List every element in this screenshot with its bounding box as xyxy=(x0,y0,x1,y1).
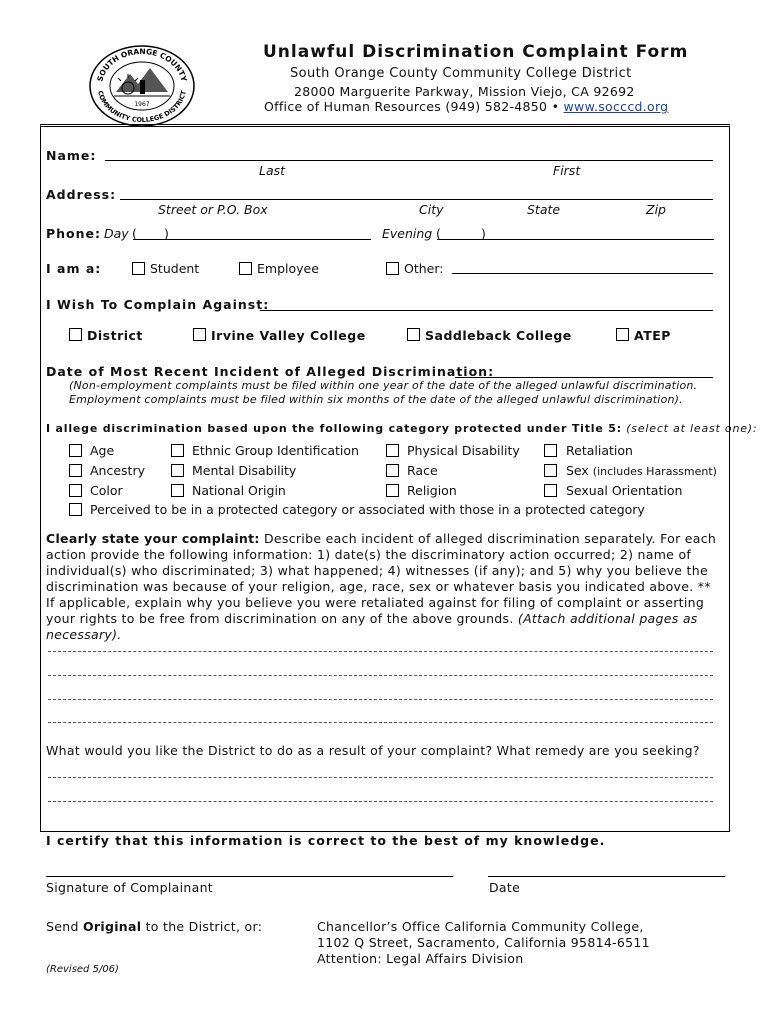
ethnic-checkbox[interactable] xyxy=(171,444,184,457)
day-phone-caption: Day xyxy=(104,226,129,241)
address-label: Address: xyxy=(46,187,117,202)
signature-label: Signature of Complainant xyxy=(46,880,213,895)
ancestry-checkbox[interactable] xyxy=(69,464,82,477)
complaint-instructions xyxy=(46,531,718,643)
physical-checkbox[interactable] xyxy=(386,444,399,457)
race-label: Race xyxy=(407,463,438,478)
filing-note-line2: Employment complaints must be filed within six months of the date of the alleged unlawful discrimination). xyxy=(69,393,683,406)
employee-checkbox[interactable] xyxy=(239,262,252,275)
sex-label-text: Sex xyxy=(566,463,589,478)
student-checkbox[interactable] xyxy=(132,262,145,275)
district-address: 28000 Marguerite Parkway, Mission Viejo, CA 92692 xyxy=(294,84,635,99)
sex-label xyxy=(566,463,717,478)
state-caption: State xyxy=(527,202,561,217)
evening-phone-field[interactable] xyxy=(437,239,714,240)
day-area-close: ) xyxy=(164,226,169,241)
send-suffix: to the District, or: xyxy=(141,919,263,934)
chancellor-address-line1: Chancellor’s Office California Community College, xyxy=(317,919,644,934)
district-seal-logo xyxy=(88,44,196,128)
other-label: Other: xyxy=(404,261,444,276)
remedy-line-1[interactable] xyxy=(48,777,713,778)
sex-label-note: (includes Harassment) xyxy=(592,465,717,478)
district-name: South Orange County Community College District xyxy=(290,66,632,81)
date-field[interactable] xyxy=(488,876,725,877)
ivc-option-label: Irvine Valley College xyxy=(211,328,366,343)
website-link[interactable]: www.socccd.org xyxy=(563,99,669,114)
complaint-line-2[interactable] xyxy=(48,675,713,676)
revision-date: (Revised 5/06) xyxy=(46,964,119,975)
date-label: Date xyxy=(489,880,521,895)
retaliation-checkbox[interactable] xyxy=(544,444,557,457)
sexual-orientation-label: Sexual Orientation xyxy=(566,483,683,498)
employee-label: Employee xyxy=(257,261,319,276)
color-label: Color xyxy=(90,483,123,498)
complaint-line-3[interactable] xyxy=(48,699,713,700)
saddleback-option-label: Saddleback College xyxy=(425,328,572,343)
certify-statement: I certify that this information is correct to the best of my knowledge. xyxy=(46,833,606,848)
filing-note-line1: (Non-employment complaints must be filed within one year of the date of the alleged unlawful discrimination. xyxy=(69,379,698,392)
name-label: Name: xyxy=(46,148,97,163)
complain-against-label: I Wish To Complain Against: xyxy=(46,297,270,312)
send-original: Original xyxy=(82,919,142,934)
remedy-line-2[interactable] xyxy=(48,801,713,802)
atep-checkbox[interactable] xyxy=(616,328,629,341)
svg-text:1967: 1967 xyxy=(134,101,150,108)
svg-text:COMMUNITY COLLEGE DISTRICT: COMMUNITY COLLEGE DISTRICT xyxy=(96,89,188,125)
iam-label: I am a: xyxy=(46,261,102,276)
religion-label: Religion xyxy=(407,483,457,498)
complaint-text: Describe each incident of alleged discrimination separately. For each action provide the following information: 1) date(s) the discriminatory action occurred; 2) name of individual(s) who discriminated; 3) what happened; 4) witnesses (if any); and 5) why you believe the discrimination was because of your religion, age, race, sex or whatever basis you indicated above. ** If applicable, explain why you believe you were retaliated against for filing of complaint or asserting your rights to be free from discrimination on any of the above grounds. xyxy=(46,531,717,626)
category-intro-note: (select at least one): xyxy=(626,422,758,435)
student-label: Student xyxy=(150,261,200,276)
perceived-checkbox[interactable] xyxy=(69,503,82,516)
age-label: Age xyxy=(90,443,115,458)
age-checkbox[interactable] xyxy=(69,444,82,457)
remedy-question: What would you like the District to do as a result of your complaint? What remedy are you seeking? xyxy=(46,743,700,758)
mental-label: Mental Disability xyxy=(192,463,297,478)
send-prefix: Send xyxy=(46,919,83,934)
office-phone: Office of Human Resources (949) 582-4850 • xyxy=(264,99,560,114)
signature-field[interactable] xyxy=(46,876,453,877)
incident-date-label: Date of Most Recent Incident of Alleged Discrimination: xyxy=(46,364,495,379)
complaint-heading: Clearly state your complaint: xyxy=(46,531,260,546)
last-name-caption: Last xyxy=(259,163,286,178)
race-checkbox[interactable] xyxy=(386,464,399,477)
mental-checkbox[interactable] xyxy=(171,464,184,477)
chancellor-address-line3: Attention: Legal Affairs Division xyxy=(317,951,524,966)
perceived-label: Perceived to be in a protected category or associated with those in a protected category xyxy=(90,502,645,517)
evening-phone-caption: Evening xyxy=(382,226,433,241)
form-title: Unlawful Discrimination Complaint Form xyxy=(263,42,689,62)
first-name-caption: First xyxy=(553,163,581,178)
svg-text:SOUTH ORANGE COUNTY: SOUTH ORANGE COUNTY xyxy=(95,46,189,83)
street-caption: Street or P.O. Box xyxy=(158,202,268,217)
complaint-attach-note: (Attach additional pages as necessary). xyxy=(46,611,698,642)
other-checkbox[interactable] xyxy=(386,262,399,275)
saddleback-checkbox[interactable] xyxy=(407,328,420,341)
send-original-instruction xyxy=(46,919,262,934)
sexual-orientation-checkbox[interactable] xyxy=(544,484,557,497)
complaint-line-4[interactable] xyxy=(48,722,713,723)
category-intro xyxy=(46,422,757,435)
address-field[interactable] xyxy=(120,199,713,200)
zip-caption: Zip xyxy=(646,202,666,217)
district-checkbox[interactable] xyxy=(69,328,82,341)
atep-option-label: ATEP xyxy=(634,328,671,343)
category-intro-text: I allege discrimination based upon the following category protected under Title 5: xyxy=(46,422,622,435)
other-field[interactable] xyxy=(452,273,713,274)
ivc-checkbox[interactable] xyxy=(193,328,206,341)
national-label: National Origin xyxy=(192,483,286,498)
phone-label: Phone: xyxy=(46,226,102,241)
color-checkbox[interactable] xyxy=(69,484,82,497)
chancellor-address-line2: 1102 Q Street, Sacramento, California 95814-6511 xyxy=(317,935,650,950)
evening-area-close: ) xyxy=(481,226,486,241)
ethnic-label: Ethnic Group Identification xyxy=(192,443,359,458)
district-option-label: District xyxy=(87,328,143,343)
retaliation-label: Retaliation xyxy=(566,443,633,458)
day-phone-field[interactable] xyxy=(133,239,371,240)
national-checkbox[interactable] xyxy=(171,484,184,497)
incident-date-field[interactable] xyxy=(455,377,713,378)
complain-against-field[interactable] xyxy=(260,310,713,311)
day-area-open: ( xyxy=(132,226,137,241)
city-caption: City xyxy=(419,202,444,217)
office-contact xyxy=(264,99,668,114)
evening-area-open: ( xyxy=(436,226,441,241)
name-field[interactable] xyxy=(105,160,713,161)
complaint-line-1[interactable] xyxy=(48,651,713,652)
sex-checkbox[interactable] xyxy=(544,464,557,477)
ancestry-label: Ancestry xyxy=(90,463,145,478)
physical-label: Physical Disability xyxy=(407,443,520,458)
religion-checkbox[interactable] xyxy=(386,484,399,497)
